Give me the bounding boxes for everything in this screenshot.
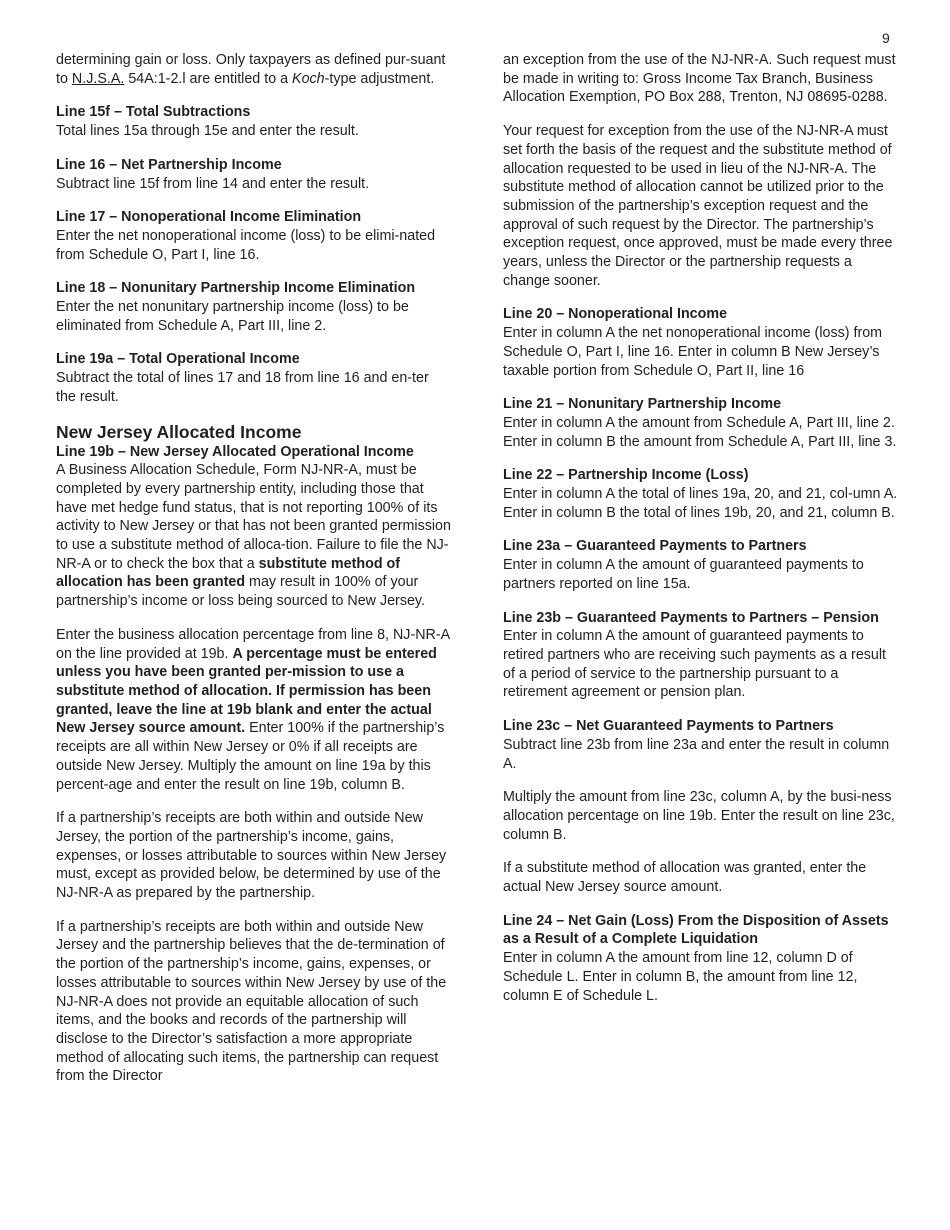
right-column	[503, 51, 898, 1020]
line-17-block: Line 17 – Nonoperational Income Elimination Enter the net nonoperational income (loss) to be elimi-nated from Schedule O, Part I, line 16.	[56, 208, 451, 264]
line-21-heading: Line 21 – Nonunitary Partnership Income	[503, 396, 782, 413]
line-23b-block: Line 23b – Guaranteed Payments to Partners – Pension Enter in column A the amount of guaranteed payments to retired partners who are receiving such payments as a result of a period of service to the partnership pursuant to a retirement agreement or pension plan.	[503, 609, 898, 703]
line-19b-heading: Line 19b – New Jersey Allocated Operational Income	[56, 443, 414, 460]
line-15f-block: Line 15f – Total Subtractions Total lines 15a through 15e and enter the result.	[56, 103, 451, 140]
line-19a-block: Line 19a – Total Operational Income Subtract the total of lines 17 and 18 from line 16 and en-ter the result.	[56, 350, 451, 406]
line-16-heading: Line 16 – Net Partnership Income	[56, 156, 282, 173]
line-18-heading: Line 18 – Nonunitary Partnership Income Elimination	[56, 280, 416, 297]
enter-percentage-paragraph: Enter the business allocation percentage from line 8, NJ-NR-A on the line provided at 19b. A percentage must be entered unless you have been granted per-mission to use a substitute method of allocation. If permission has been granted, leave the line at 19b blank and enter the actual New Jersey source amount. Enter 100% if the partnership’s receipts are all within New Jersey or 0% if all receipts are outside New Jersey. Multiply the amount on line 19a by this percent-age and enter the result on line 19b, column B.	[56, 626, 450, 793]
line-18-block: Line 18 – Nonunitary Partnership Income Elimination Enter the net nonunitary partnership income (loss) to be eliminated from Schedule A, Part III, line 2.	[56, 279, 451, 335]
receipts-paragraph-2: If a partnership’s receipts are both within and outside New Jersey and the partnership believes that the de-termination of the portion of the partnership’s income, gains, expenses, or losses attributable to sources within New Jersey by use of the NJ-NR-A does not provide an equitable allocation of such items, and the books and records of the partnership will disclose to the Director’s satisfaction a more appropriate method of allocating such items, the partnership can request from the Director	[56, 918, 447, 1085]
exception-paragraph: an exception from the use of the NJ-NR-A. Such request must be made in writing to: Gross Income Tax Branch, Business Allocation Exemption, PO Box 288, Trenton, NJ 08695-0288.	[503, 52, 896, 106]
substitute-paragraph: If a substitute method of allocation was granted, enter the actual New Jersey source amount.	[503, 860, 867, 896]
line-21-block: Line 21 – Nonunitary Partnership Income Enter in column A the amount from Schedule A, Part III, line 2. Enter in column B the amount from Schedule A, Part III, line 3.	[503, 396, 897, 450]
section-heading-nj-allocated-income: New Jersey Allocated Income	[56, 421, 302, 442]
request-paragraph: Your request for exception from the use of the NJ-NR-A must set forth the basis of the request and the substitute method of allocation requested to be used in lieu of the NJ-NR-A. The substitute method of allocation cannot be utilized prior to the submission of the partnership’s exception request and the approval of such request by the Director. The partnership’s exception request, once approved, must be made every three years, unless the Director or the partnership requests a change sooner.	[503, 123, 893, 289]
line-15f-heading: Line 15f – Total Subtractions	[56, 104, 251, 121]
line-23c-block: Line 23c – Net Guaranteed Payments to Partners Subtract line 23b from line 23a and enter the result in column A.	[503, 717, 898, 773]
line-17-heading: Line 17 – Nonoperational Income Elimination	[56, 209, 362, 226]
line-22-block: Line 22 – Partnership Income (Loss) Enter in column A the total of lines 19a, 20, and 21, col-umn A. Enter in column B the total of lines 19b, 20, and 21, column B.	[503, 467, 898, 521]
line-19a-heading: Line 19a – Total Operational Income	[56, 351, 300, 368]
line-19b-block: Line 19b – New Jersey Allocated Operational Income A Business Allocation Schedule, Form NJ-NR-A, must be completed by every partnership entity, including those that have met hedge fund status, that is not reporting 100% of its activity to New Jersey or that has not been granted permission to use a substitute method of alloca-tion. Failure to file the NJ-NR-A or to check the box that a substitute method of allocation has been granted may result in 100% of your partnership’s income or loss being sourced to New Jersey.	[56, 443, 451, 610]
line-22-heading: Line 22 – Partnership Income (Loss)	[503, 467, 749, 484]
line-20-heading: Line 20 – Nonoperational Income	[503, 306, 728, 323]
intro-paragraph: determining gain or loss. Only taxpayers as defined pur-suant to N.J.S.A. 54A:1-2.l are entitled to a Koch-type adjustment.	[56, 52, 446, 87]
njsa-reference: N.J.S.A.	[71, 70, 125, 87]
line-23a-block: Line 23a – Guaranteed Payments to Partners Enter in column A the amount of guaranteed payments to partners reported on line 15a.	[503, 537, 898, 593]
page-number: 9	[882, 30, 890, 46]
left-column	[56, 51, 451, 1101]
line-16-block: Line 16 – Net Partnership Income Subtract line 15f from line 14 and enter the result.	[56, 156, 451, 193]
receipts-paragraph-1: If a partnership’s receipts are both within and outside New Jersey, the portion of the partnership’s income, gains, expenses, or losses attributable to sources within New Jersey must, except as provided below, be determined by use of the NJ-NR-A as prepared by the partnership.	[56, 810, 447, 902]
line-20-block: Line 20 – Nonoperational Income Enter in column A the net nonoperational income (loss) from Schedule O, Part I, line 16. Enter in column B New Jersey’s taxable portion from Schedule O, Part II, line 16	[503, 305, 898, 380]
multiply-paragraph: Multiply the amount from line 23c, column A, by the busi-ness allocation percentage on line 19b. Enter the result on line 23c, column B.	[503, 789, 895, 843]
line-23b-heading: Line 23b – Guaranteed Payments to Partners – Pension	[503, 609, 879, 626]
line-24-block: Line 24 – Net Gain (Loss) From the Disposition of Assets as a Result of a Complete Liquidation Enter in column A the amount from line 12, column D of Schedule L. Enter in column B, the amount from line 12, column E of Schedule L.	[503, 912, 898, 1006]
line-24-heading: Line 24 – Net Gain (Loss) From the Disposition of Assets as a Result of a Complete Liquidation	[503, 912, 889, 948]
line-23c-heading: Line 23c – Net Guaranteed Payments to Partners	[503, 718, 834, 735]
line-23a-heading: Line 23a – Guaranteed Payments to Partners	[503, 538, 807, 555]
